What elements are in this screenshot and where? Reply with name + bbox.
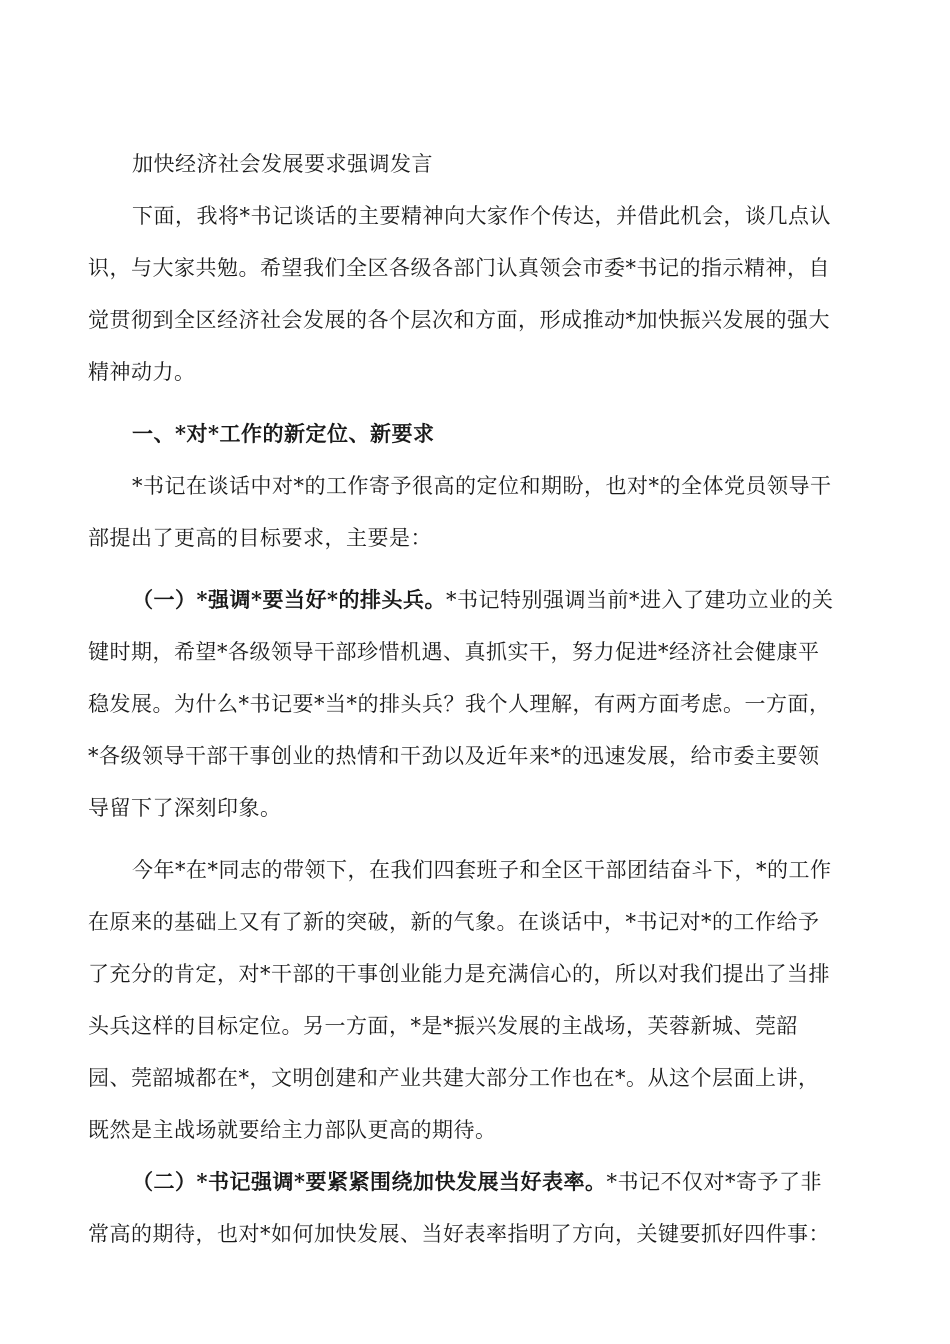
paragraph-requirements [88, 460, 858, 564]
subsection-2-text: *书记不仅对*寄予了非 [606, 1170, 822, 1194]
text-line: 今年*在*同志的带领下，在我们四套班子和全区干部团结奋斗下，*的工作 [132, 858, 832, 882]
text-line: 了充分的肯定，对*干部的干事创业能力是充满信心的，所以对我们提出了当排 [88, 962, 830, 986]
text-line [88, 574, 858, 626]
paragraph-subsection-2 [88, 1156, 858, 1260]
text-line: 常高的期待，也对*如何加快发展、当好表率指明了方向，关键要抓好四件事： [88, 1222, 830, 1246]
text-line: 头兵这样的目标定位。另一方面，*是*振兴发展的主战场，芙蓉新城、莞韶 [88, 1014, 798, 1038]
text-line: *各级领导干部干事创业的热情和干劲以及近年来*的迅速发展，给市委主要领 [88, 744, 820, 768]
text-line: 稳发展。为什么*书记要*当*的排头兵？我个人理解，有两方面考虑。一方面， [88, 692, 831, 716]
document-title: 加快经济社会发展要求强调发言 [132, 152, 433, 176]
paragraph-this-year [88, 844, 858, 1156]
text-line: 识，与大家共勉。希望我们全区各级各部门认真领会市委*书记的指示精神，自 [88, 256, 830, 280]
text-line: 下面，我将*书记谈话的主要精神向大家作个传达，并借此机会，谈几点认 [132, 204, 831, 228]
document-page [88, 138, 858, 1260]
text-line: *书记在谈话中对*的工作寄予很高的定位和期盼，也对*的全体党员领导干 [132, 474, 832, 498]
text-line: 精神动力。 [88, 360, 196, 384]
subsection-1-text: *书记特别强调当前*进入了建功立业的关 [445, 588, 834, 612]
paragraph-subsection-1 [88, 574, 858, 834]
subsection-heading-1: （一）*强调*要当好*的排头兵。 [132, 587, 446, 612]
text-line: 觉贯彻到全区经济社会发展的各个层次和方面，形成推动*加快振兴发展的强大 [88, 308, 830, 332]
subsection-heading-2: （二）*书记强调*要紧紧围绕加快发展当好表率。 [132, 1169, 607, 1194]
text-line: 园、莞韶城都在*，文明创建和产业共建大部分工作也在*。从这个层面上讲， [88, 1066, 820, 1090]
text-line [88, 1156, 858, 1208]
text-line: 既然是主战场就要给主力部队更高的期待。 [88, 1118, 497, 1142]
paragraph-intro [88, 190, 858, 398]
text-line: 导留下了深刻印象。 [88, 796, 282, 820]
text-line: 键时期，希望*各级领导干部珍惜机遇、真抓实干，努力促进*经济社会健康平 [88, 640, 820, 664]
text-line: 部提出了更高的目标要求，主要是： [88, 526, 432, 550]
text-line: 在原来的基础上又有了新的突破，新的气象。在谈话中，*书记对*的工作给予 [88, 910, 820, 934]
section-heading-1: 一、*对*工作的新定位、新要求 [132, 421, 435, 446]
